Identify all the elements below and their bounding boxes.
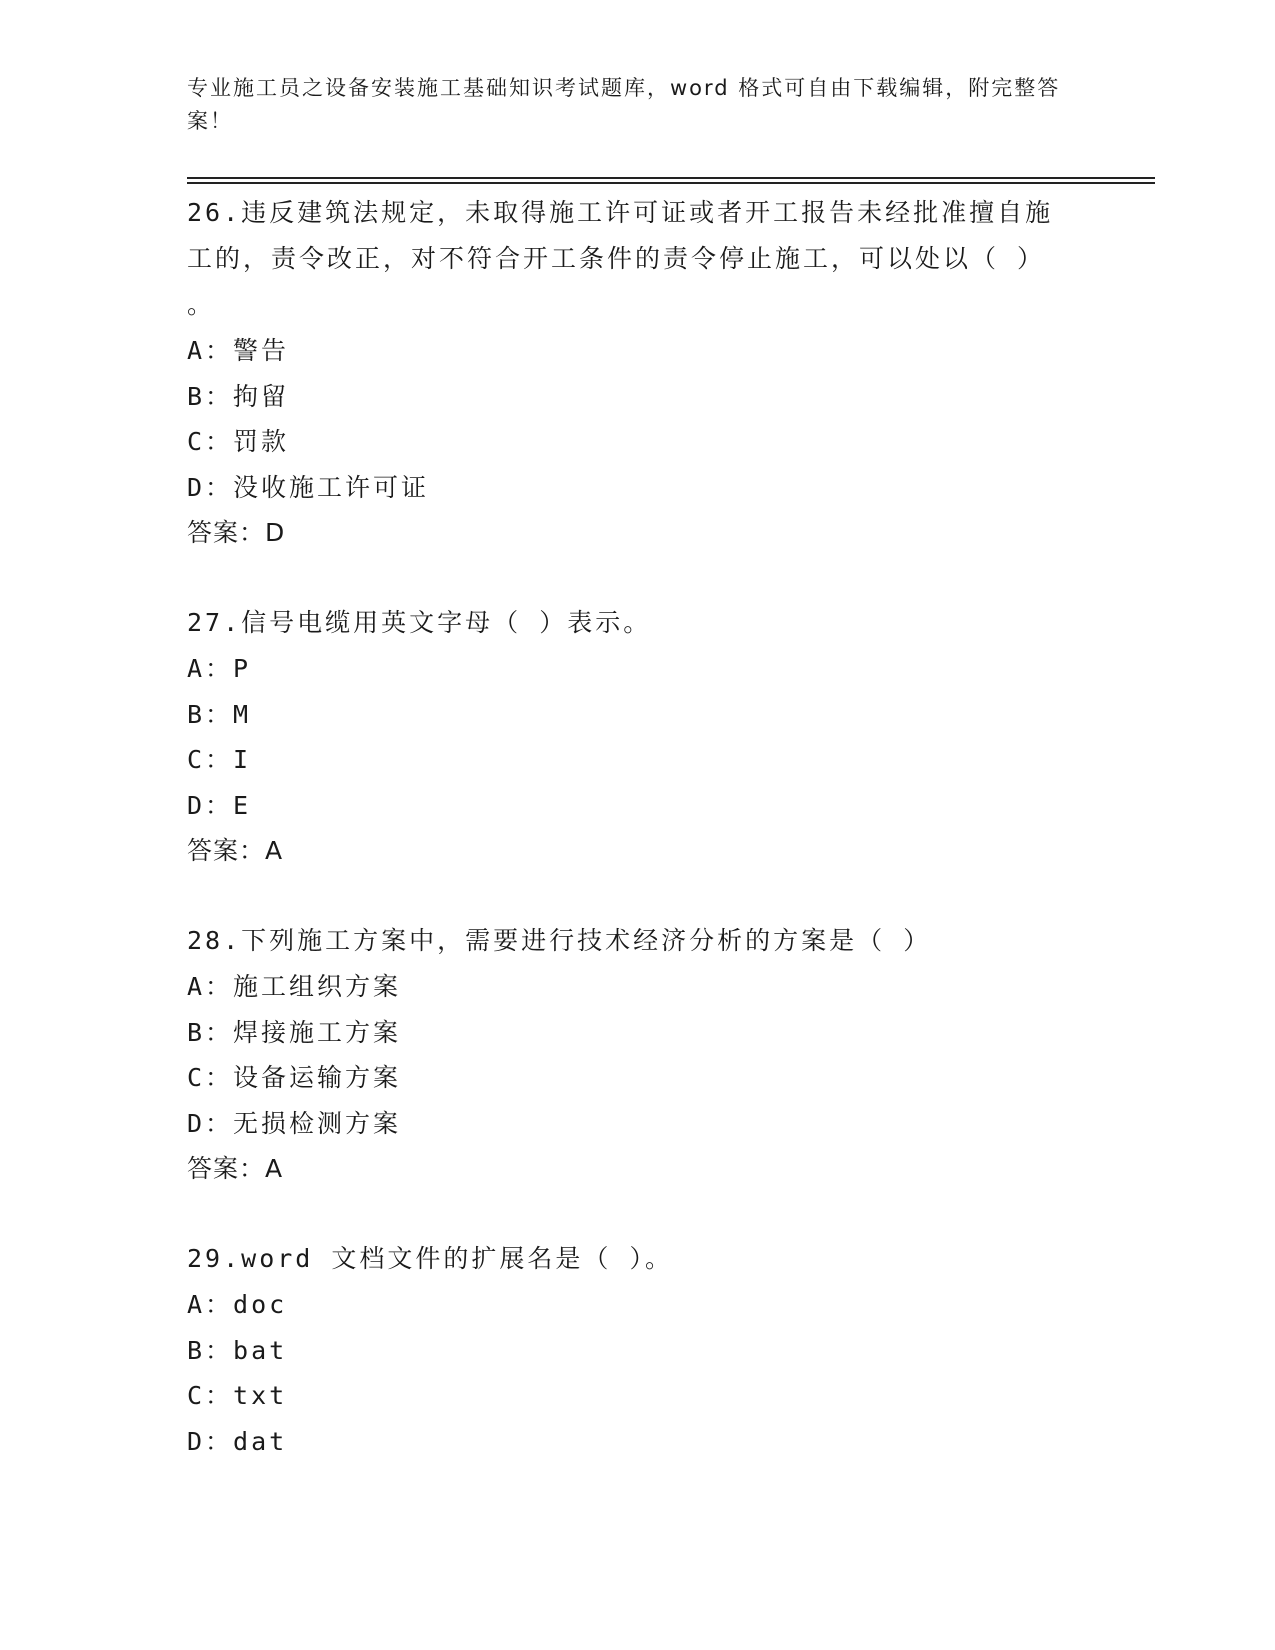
option-b: B：M bbox=[187, 699, 252, 729]
header-divider bbox=[187, 177, 1155, 179]
question-stem-line: 28.下列施工方案中，需要进行技术经济分析的方案是（ ） bbox=[187, 926, 932, 955]
option-b: B：拘留 bbox=[187, 381, 290, 411]
question-stem-line: 工的，责令改正，对不符合开工条件的责令停止施工，可以处以（ ） bbox=[187, 244, 1046, 273]
option-d: D：无损检测方案 bbox=[187, 1108, 402, 1138]
option-c: C：I bbox=[187, 745, 252, 774]
question-26 bbox=[187, 190, 1087, 556]
question-27 bbox=[187, 600, 1087, 874]
option-c: C：罚款 bbox=[187, 427, 290, 456]
option-a: A：施工组织方案 bbox=[187, 972, 402, 1001]
question-stem-line: 26.违反建筑法规定，未取得施工许可证或者开工报告未经批准擅自施 bbox=[187, 198, 1054, 227]
option-a: A：doc bbox=[187, 1290, 288, 1319]
question-list bbox=[187, 190, 1087, 1464]
option-c: C：txt bbox=[187, 1381, 288, 1410]
option-d: D：dat bbox=[187, 1426, 288, 1456]
answer-line: 答案：A bbox=[187, 836, 284, 865]
option-a: A：P bbox=[187, 654, 252, 683]
question-28 bbox=[187, 918, 1087, 1192]
document-header: 专业施工员之设备安装施工基础知识考试题库，word 格式可自由下载编辑，附完整答案！ bbox=[187, 76, 1061, 133]
question-stem-line: 。 bbox=[187, 290, 216, 319]
option-d: D：E bbox=[187, 790, 252, 820]
question-stem-line: 29.word 文档文件的扩展名是（ ）。 bbox=[187, 1244, 673, 1273]
question-stem-line: 27.信号电缆用英文字母（ ）表示。 bbox=[187, 608, 652, 637]
header-divider-double bbox=[187, 182, 1155, 184]
question-29 bbox=[187, 1236, 1087, 1464]
option-c: C：设备运输方案 bbox=[187, 1063, 402, 1092]
answer-line: 答案：A bbox=[187, 1154, 284, 1183]
option-d: D：没收施工许可证 bbox=[187, 472, 430, 502]
option-b: B：bat bbox=[187, 1335, 288, 1365]
option-b: B：焊接施工方案 bbox=[187, 1017, 402, 1047]
option-a: A：警告 bbox=[187, 336, 290, 365]
answer-line: 答案：D bbox=[187, 518, 286, 547]
